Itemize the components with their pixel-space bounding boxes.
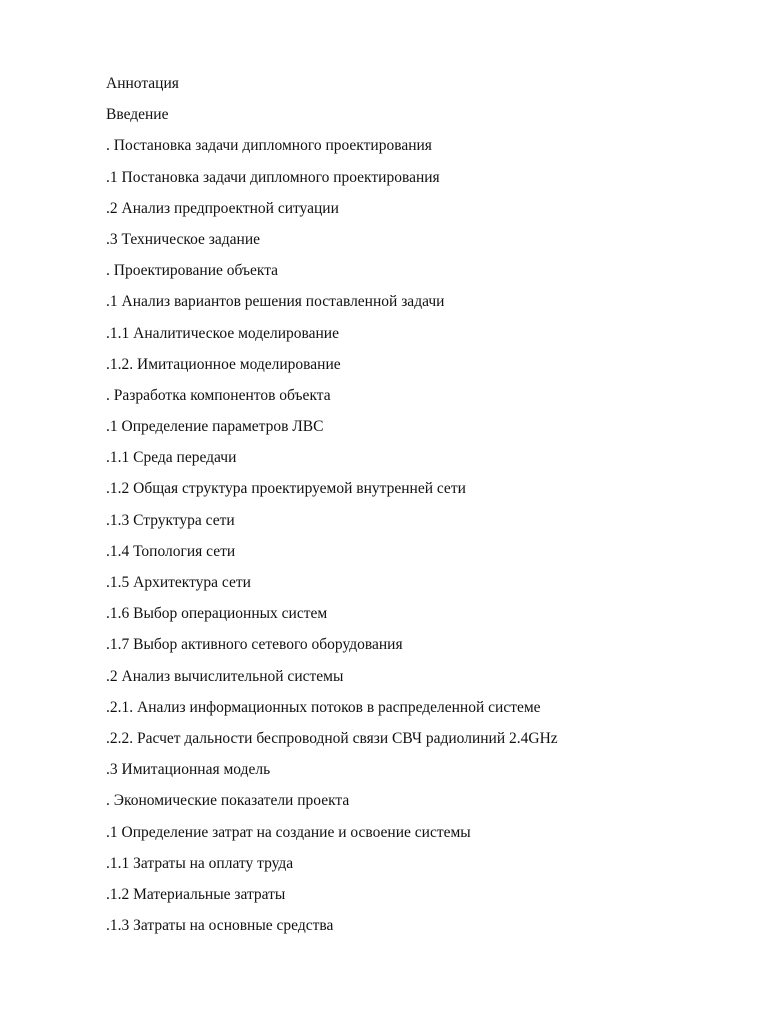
toc-line: . Проектирование объекта [106,262,279,280]
toc-line: .1 Определение параметров ЛВС [106,418,324,436]
toc-line: .1.3 Затраты на основные средства [106,917,334,935]
toc-line: .1 Постановка задачи дипломного проектирования [106,168,440,186]
toc-line: .2.2. Расчет дальности беспроводной связи СВЧ радиолиний 2.4GHz [106,729,558,747]
toc-line: .1.2 Материальные затраты [106,885,286,903]
toc-line: .1.7 Выбор активного сетевого оборудования [106,636,403,654]
toc-line: .3 Техническое задание [106,230,261,248]
toc-line: .1 Определение затрат на создание и освоение системы [106,823,471,841]
toc-line: .1.1 Аналитическое моделирование [106,324,339,342]
toc-line: .3 Имитационная модель [106,761,271,779]
toc-line: .1.4 Топология сети [106,542,236,560]
toc-line: .2 Анализ предпроектной ситуации [106,199,339,217]
toc-line: .1.2. Имитационное моделирование [106,355,341,373]
toc-line: .1.5 Архитектура сети [106,574,251,591]
toc-line: .1.6 Выбор операционных систем [106,605,328,623]
toc-line: .1.1 Среда передачи [106,449,237,467]
toc-line: .1.1 Затраты на оплату труда [106,854,294,872]
toc-line-annotation: Аннотация [106,75,179,92]
table-of-contents [106,73,558,946]
toc-line: .2 Анализ вычислительной системы [106,667,344,685]
toc-line: .1.2 Общая структура проектируемой внутренней сети [106,480,466,498]
toc-line-introduction: Введение [106,106,169,124]
toc-line: . Экономические показатели проекта [106,792,350,810]
toc-line: . Разработка компонентов объекта [106,386,331,404]
toc-line: .1 Анализ вариантов решения поставленной задачи [106,293,445,311]
toc-line: . Постановка задачи дипломного проектирования [106,137,432,155]
toc-line: .1.3 Структура сети [106,511,235,529]
toc-line: .2.1. Анализ информационных потоков в распределенной системе [106,698,541,716]
